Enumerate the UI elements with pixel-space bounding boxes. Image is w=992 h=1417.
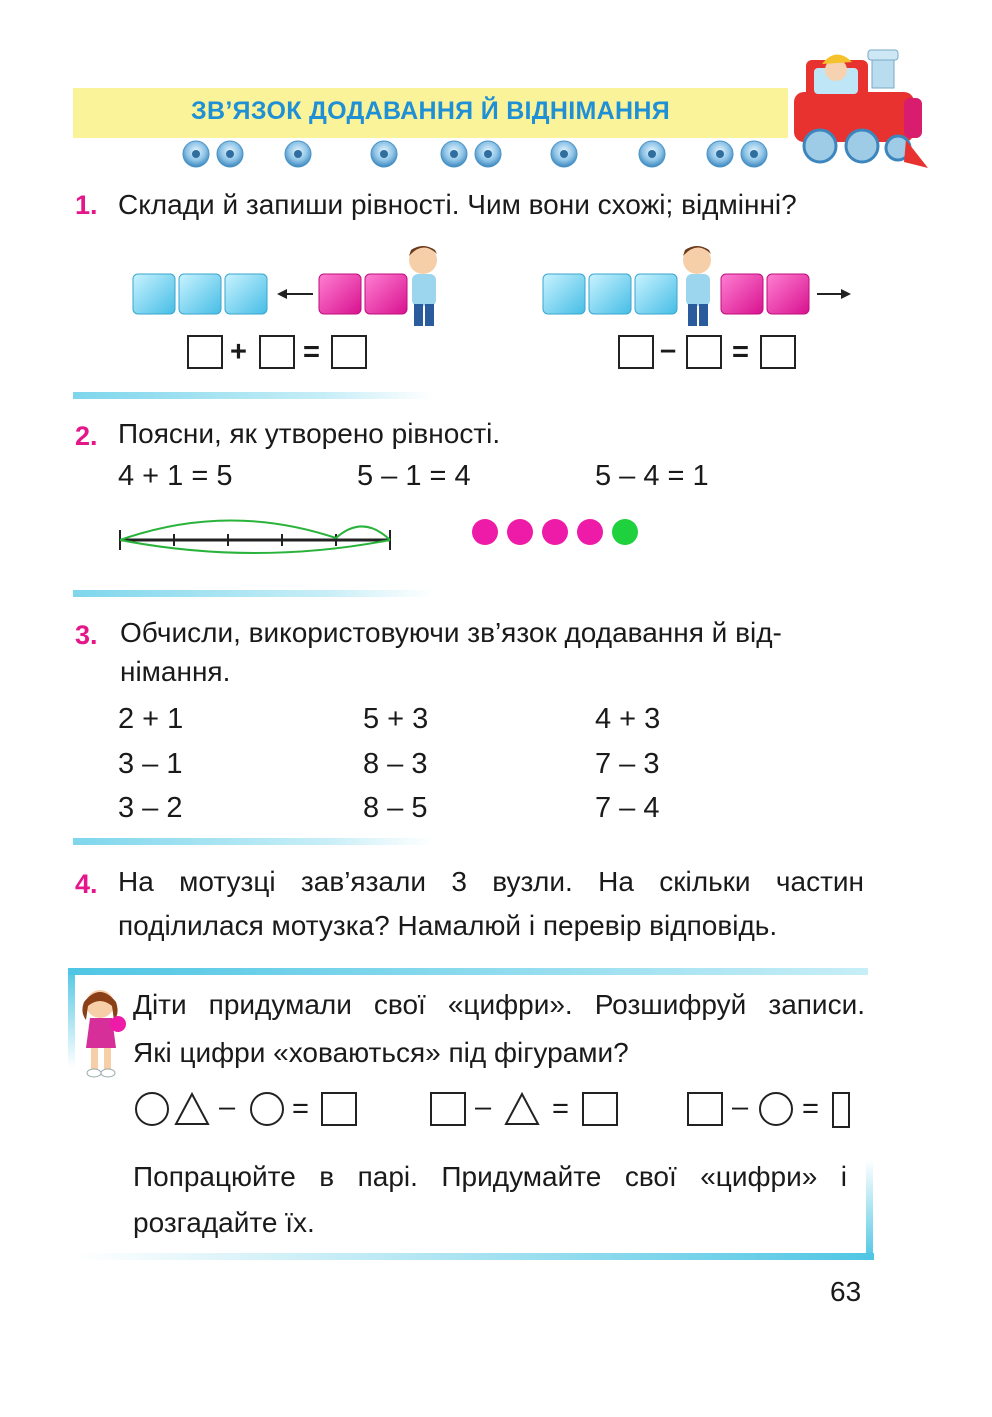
minus-sign: – [732, 1091, 749, 1123]
puzzle-text: Діти придумали свої «цифри». Розшифруй записи. [133, 989, 865, 1020]
expression: 8 – 5 [363, 792, 428, 824]
equals-sign: = [303, 336, 320, 368]
minus-sign: – [475, 1091, 492, 1123]
expression: 3 – 1 [118, 748, 183, 780]
square-shape [322, 1093, 356, 1125]
pair-work-text: розгадайте їх. [133, 1207, 315, 1238]
narrow-rectangle-shape [833, 1093, 849, 1127]
page-number: 63 [830, 1276, 862, 1307]
plus-sign: + [230, 336, 247, 368]
pink-cube-group-left [319, 274, 407, 314]
boy-figure-left [409, 246, 437, 326]
task-text: Поясни, як утворено рівності. [118, 418, 501, 449]
pink-dot [542, 519, 568, 545]
dots-illustration [468, 514, 643, 550]
section-divider [73, 392, 433, 399]
expression: 5 + 3 [363, 703, 429, 735]
equals-sign: = [802, 1093, 819, 1125]
circle-shape [251, 1093, 283, 1125]
equation: 5 – 1 = 4 [357, 460, 471, 492]
task-number: 3. [75, 620, 98, 650]
equals-sign: = [732, 336, 749, 368]
wheels-decoration [170, 138, 790, 172]
triangle-shape [176, 1094, 208, 1124]
pink-dot [472, 519, 498, 545]
page-title: ЗВ’ЯЗОК ДОДАВАННЯ Й ВІДНІМАННЯ [191, 97, 670, 125]
box-frame [68, 968, 75, 1068]
blue-cube-group-left [133, 274, 267, 314]
section-divider [73, 838, 433, 845]
box-frame [866, 1160, 873, 1260]
task-number: 1. [75, 190, 98, 220]
equation: 5 – 4 = 1 [595, 460, 709, 492]
equation: 4 + 1 = 5 [118, 460, 233, 492]
task-text: німання. [120, 656, 231, 687]
train-icon [786, 40, 928, 170]
expression: 7 – 4 [595, 792, 660, 824]
expression: 4 + 3 [595, 703, 661, 735]
minus-sign: – [219, 1091, 236, 1123]
minus-sign: – [660, 334, 677, 366]
green-dot [612, 519, 638, 545]
pair-work-text: Попрацюйте в парі. Придумайте свої «цифри» і [133, 1161, 847, 1192]
task-text: На мотузці зав’язали 3 вузли. На скільки частин [118, 866, 864, 897]
task-number: 2. [75, 421, 98, 451]
shape-equations [132, 1090, 867, 1130]
boy-figure-right [683, 246, 711, 326]
square-shape [583, 1093, 617, 1125]
puzzle-text: Які цифри «ховаються» під фігурами? [133, 1037, 629, 1068]
section-divider [73, 590, 433, 597]
task-text: Склади й запиши рівності. Чим вони схожі; відмінні? [118, 189, 797, 220]
pink-cube-group-right [721, 274, 809, 314]
empty-box-equation-left [186, 334, 376, 370]
pink-dot [577, 519, 603, 545]
triangle-shape [506, 1094, 538, 1124]
task-number: 4. [75, 869, 98, 899]
box-frame [78, 1253, 874, 1260]
task-text: поділилася мотузка? Намалюй і перевір відповідь. [118, 910, 778, 941]
circle-shape [760, 1093, 792, 1125]
number-line [112, 510, 402, 560]
task-text: Обчисли, використовуючи зв’язок додавання й від- [120, 617, 782, 648]
expression: 8 – 3 [363, 748, 428, 780]
equals-sign: = [292, 1093, 309, 1125]
expression: 2 + 1 [118, 703, 184, 735]
girl-icon [76, 986, 132, 1078]
pink-dot [507, 519, 533, 545]
expression: 3 – 2 [118, 792, 183, 824]
equals-sign: = [552, 1093, 569, 1125]
square-shape [688, 1093, 722, 1125]
circle-shape [136, 1093, 168, 1125]
box-frame [68, 968, 868, 975]
empty-box-equation-right [617, 334, 807, 370]
expression: 7 – 3 [595, 748, 660, 780]
blue-cube-group-right [543, 274, 677, 314]
square-shape [431, 1093, 465, 1125]
